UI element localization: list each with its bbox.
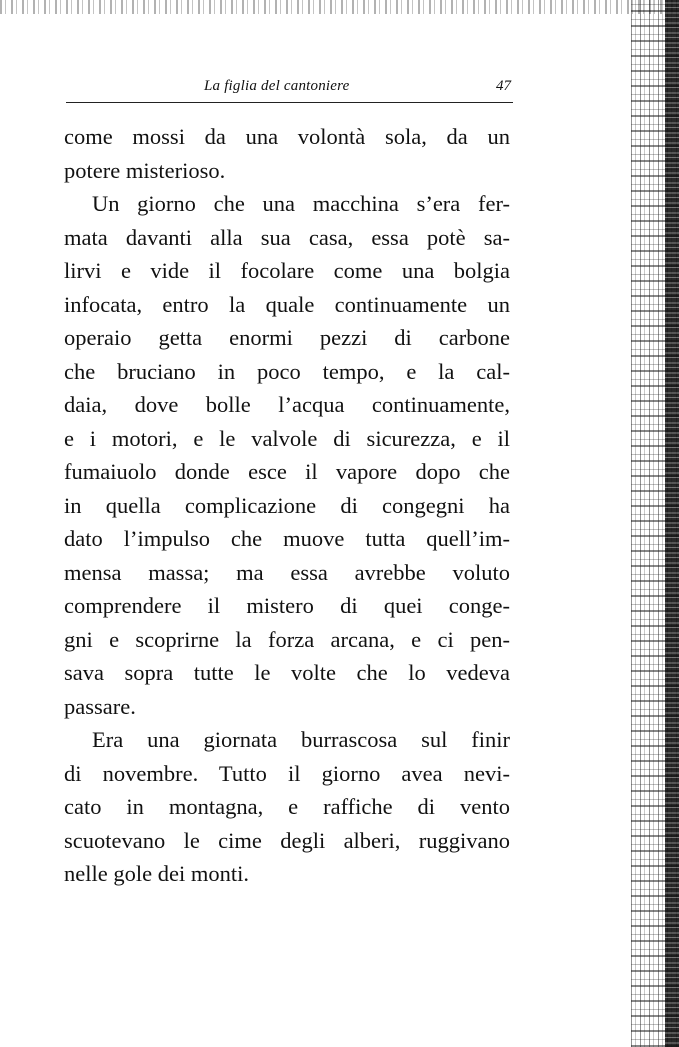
text-line: comprendere il mistero di quei conge- <box>64 593 510 618</box>
paragraph-start-line: Era una giornata burrascosa sul finir <box>92 727 510 752</box>
text-line: che bruciano in poco tempo, e la cal- <box>64 358 510 384</box>
page-header <box>66 74 513 103</box>
text-line: gni e scoprirne la forza arcana, e ci pen- <box>64 626 510 652</box>
text-line: daia, dove bolle l’acqua continuamente, <box>64 392 510 417</box>
paragraph-start-line: Un giorno che una macchina s’era fer- <box>92 191 510 216</box>
text-line: sava sopra tutte le volte che lo vedeva <box>64 660 510 685</box>
text-line: in quella complicazione di congegni ha <box>64 492 510 518</box>
text-line: e i motori, e le valvole di sicurezza, e il <box>64 425 510 451</box>
text-line: di novembre. Tutto il giorno avea nevi- <box>64 760 510 786</box>
text-line: come mossi da una volontà sola, da un <box>64 124 510 149</box>
text-line: fumaiuolo donde esce il vapore dopo che <box>64 459 510 484</box>
scan-top-edge <box>0 0 679 14</box>
text-line: infocata, entro la quale continuamente un <box>64 291 510 317</box>
text-line: scuotevano le cime degli alberi, ruggivano <box>64 827 510 853</box>
body-text <box>64 120 510 891</box>
text-line: cato in montagna, e raffiche di vento <box>64 794 510 819</box>
text-line: operaio getta enormi pezzi di carbone <box>64 325 510 350</box>
text-line: lirvi e vide il focolare come una bolgia <box>64 258 510 283</box>
text-line: nelle gole dei monti. <box>64 861 249 886</box>
page-number: 47 <box>496 78 511 94</box>
text-line: mensa massa; ma essa avrebbe voluto <box>64 559 510 585</box>
text-line: mata davanti alla sua casa, essa potè sa- <box>64 224 510 250</box>
text-line: potere misterioso. <box>64 157 226 183</box>
text-line: passare. <box>64 693 136 719</box>
running-title: La figlia del cantoniere <box>204 78 350 94</box>
text-line: dato l’impulso che muove tutta quell’im- <box>64 526 510 551</box>
scan-page-edge <box>665 0 679 1047</box>
